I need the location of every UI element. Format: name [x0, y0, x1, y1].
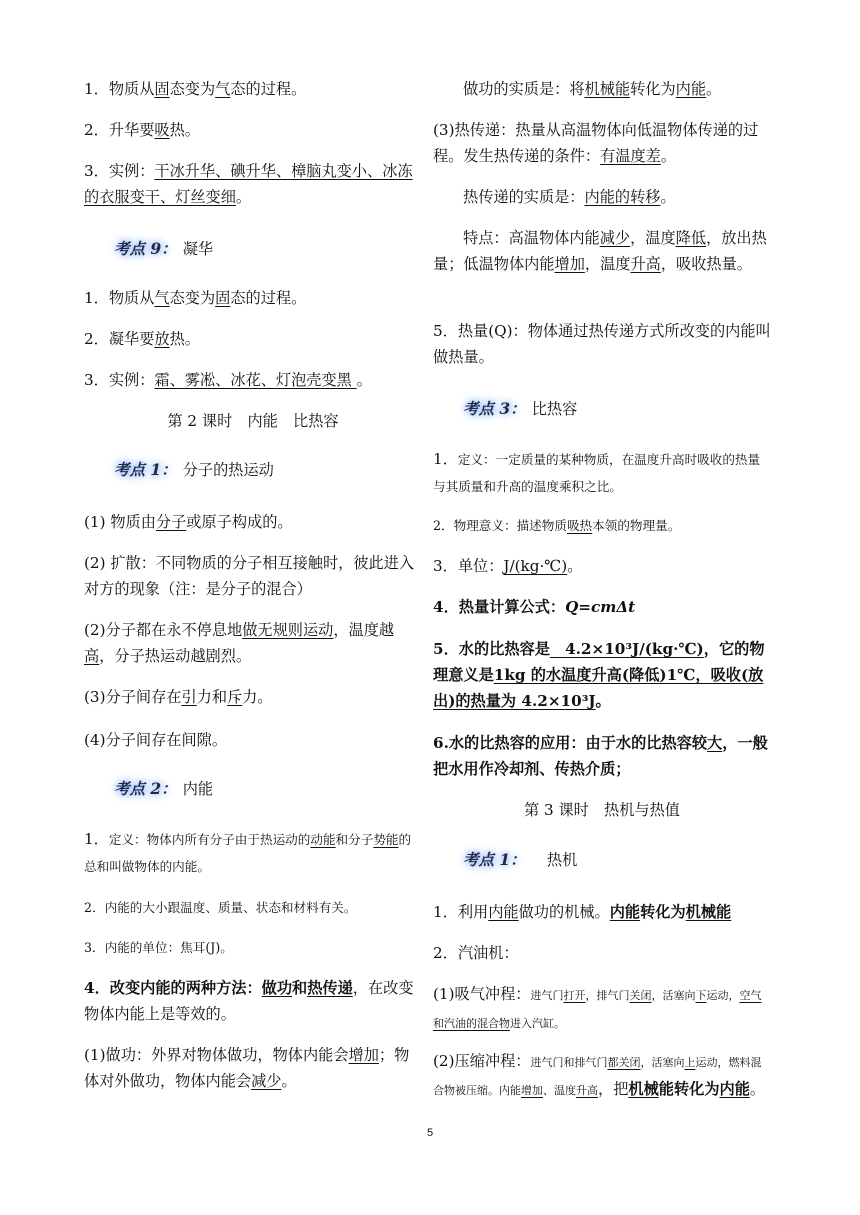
sublimation-definition: 1．物质从固态变为气态的过程。: [84, 80, 307, 98]
work-method: (1)做功：外界对物体做功，物体内能会增加；物体对外做功，物体内能会减少。: [84, 1046, 410, 1090]
intake-stroke: (1)吸气冲程：进气门打开，排气门关闭，活塞向下运动，空气和汽油的混合物进入汽缸。: [433, 985, 762, 1030]
work-essence: 做功的实质是：将机械能转化为内能。: [463, 80, 722, 98]
molecular-point-3: (2)分子都在永不停息地做无规则运动，温度越高，分子热运动越剧烈。: [84, 621, 395, 665]
section-heading-internal-energy: 考点 2： 内能: [114, 779, 214, 798]
desublimation-heat: 2．凝华要放热。: [84, 330, 200, 348]
specific-heat-definition: 1．定义：一定质量的某种物质，在温度升高时吸收的热量与其质量和升高的温度乘积之比。: [433, 450, 761, 494]
lesson-title: 第 2 课时 内能 比热容: [167, 412, 339, 430]
desublimation-definition: 1．物质从气态变为固态的过程。: [84, 289, 307, 307]
heat-transfer-features: 特点：高温物体内能减少，温度降低，放出热量；低温物体内能增加，温度升高，吸收热量。: [433, 229, 767, 273]
internal-energy-unit: 3．内能的单位：焦耳(J)。: [84, 940, 233, 955]
desublimation-examples: 3．实例：霜、雾凇、冰花、灯泡壳变黑 。: [84, 371, 372, 389]
heat-transfer-definition: (3)热传递：热量从高温物体向低温物体传递的过程。发生热传递的条件：有温度差。: [433, 121, 759, 165]
sublimation-heat: 2．升华要吸热。: [84, 121, 200, 139]
molecular-point-2: (2) 扩散：不同物质的分子相互接触时，彼此进入对方的现象（注：是分子的混合）: [84, 554, 415, 598]
internal-energy-factors: 2．内能的大小跟温度、质量、状态和材料有关。: [84, 900, 357, 915]
sublimation-examples: 3．实例：干冰升华、碘升华、樟脑丸变小、冰冻的衣服变干、灯丝变细。: [84, 162, 413, 206]
water-application: 6.水的比热容的应用：由于水的比热容较大，一般把水用作冷却剂、传热介质；: [433, 734, 768, 778]
section-heading-molecular-motion: 考点 1： 分子的热运动: [114, 460, 274, 479]
kaodian-badge: 考点 3：: [463, 399, 526, 418]
specific-heat-unit: 3．单位：J/(kg·℃)。: [433, 557, 583, 575]
kaodian-badge: 考点 9：: [114, 239, 177, 258]
kaodian-badge: 考点 2：: [114, 779, 177, 798]
compression-stroke: (2)压缩冲程：进气门和排气门都关闭，活塞向上运动，燃料混合物被压缩。内能增加、温度升高，把机械能转化为内能。: [433, 1052, 766, 1098]
lesson-title: 第 3 课时 热机与热值: [523, 801, 680, 819]
heat-formula: 4．热量计算公式：Q=cmΔt: [433, 598, 636, 616]
molecular-point-1: (1) 物质由分子或原子构成的。: [84, 513, 293, 531]
gasoline-engine-heading: 2．汽油机：: [433, 944, 519, 962]
heat-quantity-definition: 5．热量(Q)：物体通过热传递方式所改变的内能叫做热量。: [433, 322, 771, 366]
section-heading-heat-engine: 考点 1： 热机: [463, 850, 578, 869]
change-internal-energy: 4．改变内能的两种方法：做功和热传递，在改变物体内能上是等效的。: [84, 979, 414, 1023]
page-number: 5: [426, 1127, 434, 1139]
molecular-point-5: (4)分子间存在间隙。: [84, 731, 228, 749]
water-specific-heat: 5．水的比热容是 4.2×10³J/(kg·℃)，它的物理意义是1kg 的水温度升高(降低)1℃，吸收(放出)的热量为 4.2×10³J。: [433, 640, 765, 710]
specific-heat-meaning: 2．物理意义：描述物质吸热本领的物理量。: [433, 518, 681, 533]
kaodian-badge: 考点 1：: [463, 850, 526, 869]
molecular-point-4: (3)分子间存在引力和斥力。: [84, 688, 273, 706]
internal-energy-definition: 1．定义：物体内所有分子由于热运动的动能和分子势能的总和叫做物体的内能。: [84, 830, 412, 874]
section-heading-specific-heat: 考点 3： 比热容: [463, 399, 578, 418]
heat-transfer-essence: 热传递的实质是：内能的转移。: [463, 188, 676, 206]
section-heading-desublimation: 考点 9： 凝华: [114, 239, 214, 258]
kaodian-badge: 考点 1：: [114, 460, 177, 479]
heat-engine-definition: 1．利用内能做功的机械。内能转化为机械能: [433, 903, 732, 921]
